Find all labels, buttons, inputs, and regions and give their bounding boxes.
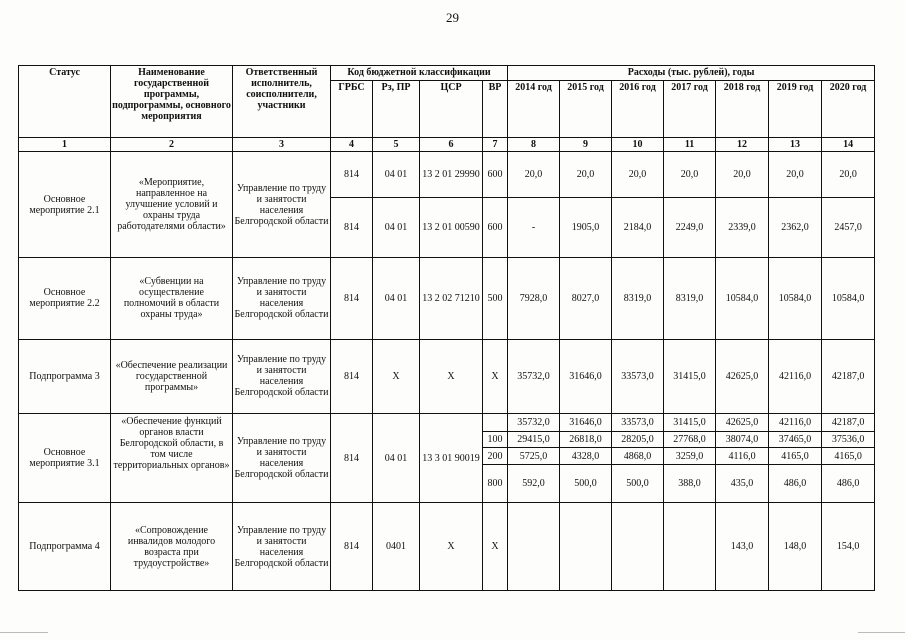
cell-value: 20,0 (508, 152, 560, 198)
row-name: «Обеспечение функций органов власти Белгородской области, в том числе территориальных органов» (111, 413, 233, 503)
cell-csr: 13 2 01 29990 (420, 152, 483, 198)
cell-value: 42625,0 (716, 413, 769, 431)
row-status: Основное мероприятие 2.2 (19, 258, 111, 339)
budget-table (18, 65, 875, 591)
cell-value: 42187,0 (822, 339, 875, 413)
header-year: 2016 год (612, 81, 664, 138)
header-year: 2019 год (769, 81, 822, 138)
cell-value: 1905,0 (560, 198, 612, 258)
cell-value: 154,0 (822, 503, 875, 591)
table-row (19, 258, 875, 339)
row-status: Основное мероприятие 3.1 (19, 413, 111, 503)
cell-value: 4116,0 (716, 448, 769, 464)
cell-value: 20,0 (822, 152, 875, 198)
cell-grbs: 814 (331, 339, 373, 413)
header-budget-code: Код бюджетной классификации (331, 66, 508, 81)
cell-value: 2249,0 (664, 198, 716, 258)
row-status: Подпрограмма 4 (19, 503, 111, 591)
scan-artifact-line (0, 632, 48, 633)
cell-value: 29415,0 (508, 432, 560, 448)
page-number: 29 (446, 10, 459, 25)
header-year: 2020 год (822, 81, 875, 138)
cell-value: 592,0 (508, 464, 560, 503)
cell-value: 37536,0 (822, 432, 875, 448)
row-executor: Управление по труду и занятости населения Белгородской области (233, 258, 331, 339)
cell-value: 435,0 (716, 464, 769, 503)
cell-value: 42116,0 (769, 413, 822, 431)
cell-value: 20,0 (716, 152, 769, 198)
column-numbers-row (19, 138, 875, 152)
column-number: 10 (612, 138, 664, 152)
row-name: «Сопровождение инвалидов молодого возраста при трудоустройстве» (111, 503, 233, 591)
cell-value: 10584,0 (716, 258, 769, 339)
header-grbs: ГРБС (331, 81, 373, 138)
cell-csr: Х (420, 339, 483, 413)
column-number: 6 (420, 138, 483, 152)
cell-value: 2184,0 (612, 198, 664, 258)
table-row (19, 503, 875, 591)
column-number: 1 (19, 138, 111, 152)
cell-value: 31646,0 (560, 339, 612, 413)
cell-value: 2339,0 (716, 198, 769, 258)
cell-vr: 800 (483, 464, 508, 503)
row-executor: Управление по труду и занятости населения Белгородской области (233, 152, 331, 258)
cell-value: 33573,0 (612, 413, 664, 431)
cell-rzpr: 04 01 (373, 198, 420, 258)
header-year: 2017 год (664, 81, 716, 138)
cell-grbs: 814 (331, 152, 373, 198)
cell-value: 148,0 (769, 503, 822, 591)
cell-value: 500,0 (612, 464, 664, 503)
row-executor: Управление по труду и занятости населения Белгородской области (233, 503, 331, 591)
cell-vr: Х (483, 503, 508, 591)
cell-value: 38074,0 (716, 432, 769, 448)
column-number: 7 (483, 138, 508, 152)
column-number: 9 (560, 138, 612, 152)
cell-value: 2457,0 (822, 198, 875, 258)
cell-value: 10584,0 (822, 258, 875, 339)
cell-grbs: 814 (331, 258, 373, 339)
cell-value: 4165,0 (769, 448, 822, 464)
row-status: Подпрограмма 3 (19, 339, 111, 413)
row-executor: Управление по труду и занятости населения Белгородской области (233, 413, 331, 503)
cell-value: 10584,0 (769, 258, 822, 339)
cell-value: 31415,0 (664, 413, 716, 431)
cell-vr: 200 (483, 448, 508, 464)
column-number: 11 (664, 138, 716, 152)
cell-value: 7928,0 (508, 258, 560, 339)
column-number: 5 (373, 138, 420, 152)
cell-value: 31646,0 (560, 413, 612, 431)
table-row (19, 152, 875, 198)
cell-value: 143,0 (716, 503, 769, 591)
cell-value: 42116,0 (769, 339, 822, 413)
cell-grbs: 814 (331, 503, 373, 591)
cell-value: 42187,0 (822, 413, 875, 431)
header-name: Наименование государственной программы, подпрограммы, основного мероприятия (111, 66, 233, 138)
cell-rzpr: 04 01 (373, 152, 420, 198)
column-number: 8 (508, 138, 560, 152)
header-csr: ЦСР (420, 81, 483, 138)
header-rzpr: Рз, ПР (373, 81, 420, 138)
table-row (19, 413, 875, 431)
scan-artifact-line (858, 632, 905, 633)
cell-vr (483, 413, 508, 431)
cell-vr: 100 (483, 432, 508, 448)
cell-value: 8319,0 (664, 258, 716, 339)
cell-csr: Х (420, 503, 483, 591)
cell-value: 31415,0 (664, 339, 716, 413)
cell-csr: 13 3 01 90019 (420, 413, 483, 503)
cell-grbs: 814 (331, 413, 373, 503)
cell-value: 486,0 (769, 464, 822, 503)
cell-vr: 600 (483, 152, 508, 198)
cell-value (508, 503, 560, 591)
cell-value: 5725,0 (508, 448, 560, 464)
cell-value (664, 503, 716, 591)
table-row (19, 339, 875, 413)
cell-value: 35732,0 (508, 339, 560, 413)
cell-vr: Х (483, 339, 508, 413)
cell-rzpr: 04 01 (373, 413, 420, 503)
row-executor: Управление по труду и занятости населения Белгородской области (233, 339, 331, 413)
column-number: 12 (716, 138, 769, 152)
cell-rzpr: Х (373, 339, 420, 413)
cell-value: 8027,0 (560, 258, 612, 339)
cell-csr: 13 2 02 71210 (420, 258, 483, 339)
row-name: «Обеспечение реализации государственной программы» (111, 339, 233, 413)
cell-value: 27768,0 (664, 432, 716, 448)
header-year: 2018 год (716, 81, 769, 138)
cell-value: 35732,0 (508, 413, 560, 431)
cell-value: - (508, 198, 560, 258)
column-number: 13 (769, 138, 822, 152)
cell-value: 8319,0 (612, 258, 664, 339)
column-number: 14 (822, 138, 875, 152)
cell-value: 20,0 (769, 152, 822, 198)
row-name: «Мероприятие, направленное на улучшение условий и охраны труда работодателями области» (111, 152, 233, 258)
cell-value: 3259,0 (664, 448, 716, 464)
cell-value: 4328,0 (560, 448, 612, 464)
cell-value: 37465,0 (769, 432, 822, 448)
cell-rzpr: 04 01 (373, 258, 420, 339)
cell-value: 20,0 (612, 152, 664, 198)
cell-vr: 500 (483, 258, 508, 339)
cell-vr: 600 (483, 198, 508, 258)
cell-value: 388,0 (664, 464, 716, 503)
cell-value: 42625,0 (716, 339, 769, 413)
column-number: 3 (233, 138, 331, 152)
cell-value: 486,0 (822, 464, 875, 503)
header-expenses: Расходы (тыс. рублей), годы (508, 66, 875, 81)
cell-value: 26818,0 (560, 432, 612, 448)
row-status: Основное мероприятие 2.1 (19, 152, 111, 258)
cell-value: 4165,0 (822, 448, 875, 464)
cell-value (612, 503, 664, 591)
cell-value: 33573,0 (612, 339, 664, 413)
cell-value: 4868,0 (612, 448, 664, 464)
cell-csr: 13 2 01 00590 (420, 198, 483, 258)
column-number: 4 (331, 138, 373, 152)
cell-value: 2362,0 (769, 198, 822, 258)
cell-value: 20,0 (664, 152, 716, 198)
header-executor: Ответственный исполнитель, соисполнители, участники (233, 66, 331, 138)
cell-rzpr: 0401 (373, 503, 420, 591)
header-year: 2014 год (508, 81, 560, 138)
row-name: «Субвенции на осуществление полномочий в области охраны труда» (111, 258, 233, 339)
cell-value: 28205,0 (612, 432, 664, 448)
header-year: 2015 год (560, 81, 612, 138)
cell-value (560, 503, 612, 591)
header-vr: ВР (483, 81, 508, 138)
cell-grbs: 814 (331, 198, 373, 258)
header-status: Статус (19, 66, 111, 138)
column-number: 2 (111, 138, 233, 152)
cell-value: 20,0 (560, 152, 612, 198)
cell-value: 500,0 (560, 464, 612, 503)
